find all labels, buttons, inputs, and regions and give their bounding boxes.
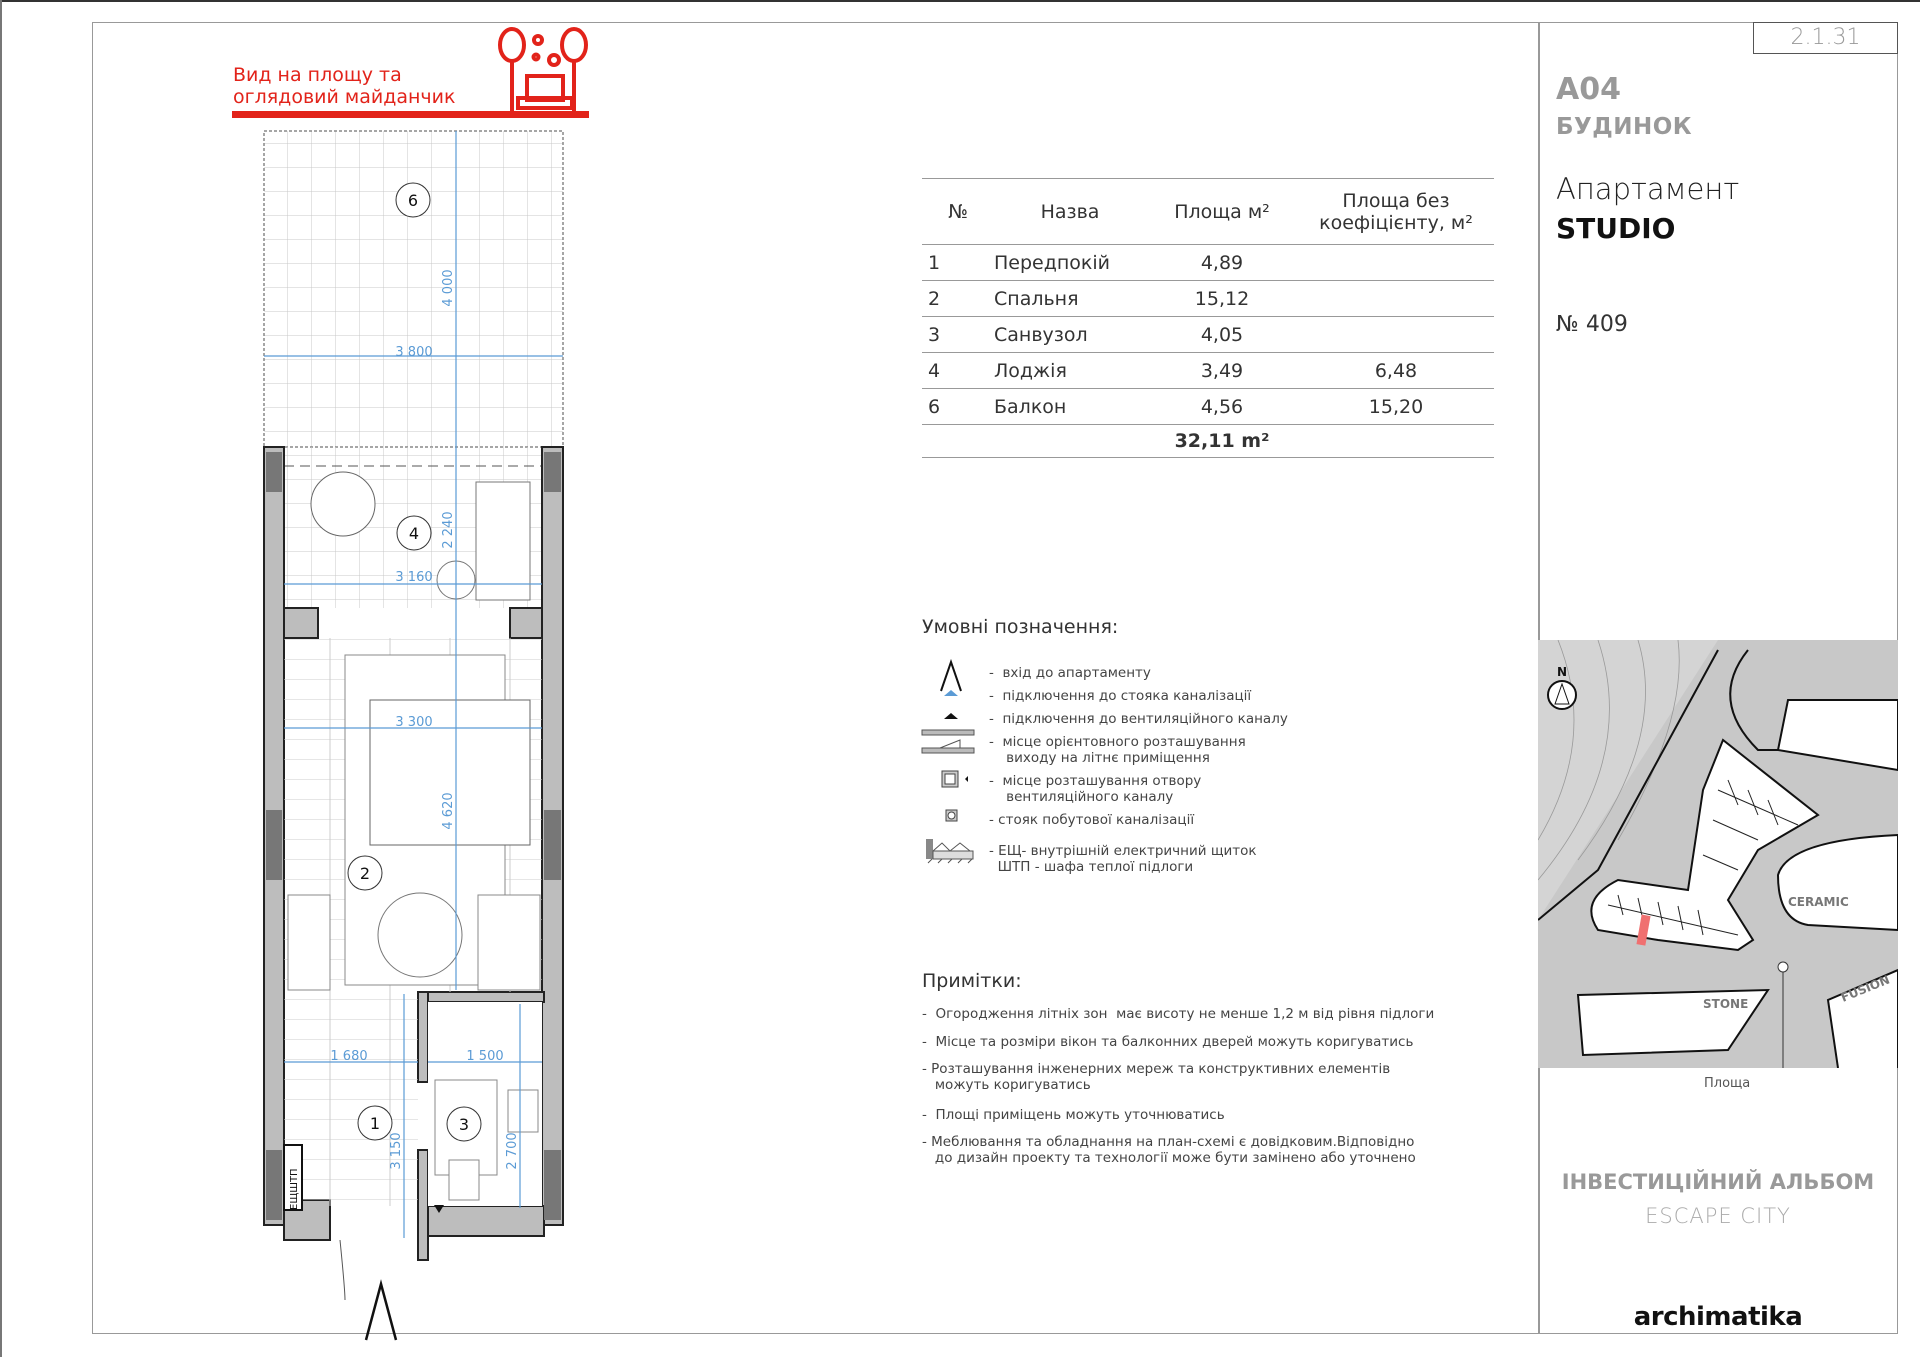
dimension-label: 4 620 xyxy=(441,792,456,830)
view-bar xyxy=(232,111,589,118)
room-area-raw xyxy=(1298,317,1494,353)
dimension-label: 3 800 xyxy=(395,345,433,360)
hallway-floor xyxy=(284,992,418,1206)
summer-exit-icon xyxy=(920,728,982,758)
table-row xyxy=(922,317,1494,353)
legend-item-text: - місце орієнтовного розташування виходу на літнє приміщення xyxy=(989,734,1246,766)
room-name: Лоджія xyxy=(994,353,1146,389)
table-row xyxy=(922,281,1494,317)
album-title: ІНВЕСТИЦІЙНИЙ АЛЬБОМ xyxy=(1561,1170,1875,1194)
table-total-row xyxy=(922,425,1494,458)
room-name: Передпокій xyxy=(994,245,1146,281)
room-area-table xyxy=(922,178,1494,458)
room-area: 4,56 xyxy=(1146,389,1298,425)
sewer-riser-icon xyxy=(920,806,982,836)
room-no: 1 xyxy=(922,245,994,281)
header-name: Назва xyxy=(994,179,1146,245)
archimatika-logo: archimatika xyxy=(1633,1302,1803,1332)
dimension-label: 3 160 xyxy=(395,570,433,585)
room-number: 2 xyxy=(359,864,371,883)
room-name: Балкон xyxy=(994,389,1146,425)
room-number: 3 xyxy=(458,1115,470,1134)
room-area: 3,49 xyxy=(1146,353,1298,389)
map-label-stone: STONE xyxy=(1703,997,1749,1011)
legend-item-text: - підключення до вентиляційного каналу xyxy=(989,711,1288,727)
legend-item-text: - стояк побутової каналізації xyxy=(989,812,1195,828)
total-area: 32,11 m² xyxy=(1146,425,1298,458)
apartment-type: STUDIO xyxy=(1556,212,1676,245)
electric-panel-icon xyxy=(920,837,982,867)
site-map xyxy=(1538,640,1898,1068)
room-number: 4 xyxy=(408,524,420,543)
room-area: 4,89 xyxy=(1146,245,1298,281)
note-item: - Меблювання та обладнання на план-схемі є довідковим.Відповідно до дизайн проекту та технології може бути замінено або уточнено xyxy=(922,1134,1416,1166)
room-name: Санвузол xyxy=(994,317,1146,353)
room-name: Спальня xyxy=(994,281,1146,317)
sheet-number: 2.1.31 xyxy=(1753,22,1898,54)
electric-panel-label: ЕЩШТП xyxy=(289,1168,300,1210)
header-area: Площа м² xyxy=(1146,179,1298,245)
table-row xyxy=(922,245,1494,281)
room-area-raw: 15,20 xyxy=(1298,389,1494,425)
note-item: - Місце та розміри вікон та балконних дверей можуть коригуватись xyxy=(922,1034,1414,1050)
map-callout-label: Площа xyxy=(1704,1076,1751,1091)
building-label: БУДИНОК xyxy=(1556,114,1693,140)
map-north-label: N xyxy=(1557,665,1568,679)
building-code: A04 xyxy=(1556,72,1621,107)
room-area: 15,12 xyxy=(1146,281,1298,317)
apartment-label: Апартамент xyxy=(1556,172,1740,206)
dimension-label: 3 300 xyxy=(395,715,433,730)
room-area-raw xyxy=(1298,281,1494,317)
note-item: - Площі приміщень можуть уточнюватись xyxy=(922,1107,1225,1123)
header-no: № xyxy=(922,179,994,245)
dimension-label: 4 000 xyxy=(441,269,456,307)
park-view-icon xyxy=(500,29,586,112)
table-row xyxy=(922,389,1494,425)
room-area-raw xyxy=(1298,245,1494,281)
room-number: 1 xyxy=(369,1114,381,1133)
legend-item-text: - вхід до апартаменту xyxy=(989,665,1151,681)
dimension-label: 2 700 xyxy=(505,1132,520,1170)
dimension-label: 2 240 xyxy=(441,511,456,549)
header-area-raw: Площа без коефіцієнту, м² xyxy=(1298,179,1494,245)
legend-item-text: - місце розташування отвору вентиляційного каналу xyxy=(989,773,1202,805)
vent-opening-icon xyxy=(920,767,982,797)
legend-item-text: - підключення до стояка каналізації xyxy=(989,688,1252,704)
note-item: - Розташування інженерних мереж та конструктивних елементів можуть коригуватись xyxy=(922,1061,1391,1093)
album-subtitle: ESCAPE CITY xyxy=(1645,1204,1791,1228)
map-label-ceramic: CERAMIC xyxy=(1788,895,1849,909)
dimension-label: 1 680 xyxy=(330,1049,368,1064)
room-no: 4 xyxy=(922,353,994,389)
floor-plan xyxy=(0,0,720,1357)
view-label: Вид на площу та оглядовий майданчик xyxy=(233,64,456,108)
note-item: - Огородження літніх зон має висоту не менше 1,2 м від рівня підлоги xyxy=(922,1006,1435,1022)
room-no: 3 xyxy=(922,317,994,353)
legend-title: Умовні позначення: xyxy=(922,616,1119,638)
room-number: 6 xyxy=(407,191,419,210)
apartment-number: № 409 xyxy=(1556,312,1628,337)
table-row xyxy=(922,353,1494,389)
room-area: 4,05 xyxy=(1146,317,1298,353)
legend-item-text: - ЕЩ- внутрішній електричний щиток ШТП - шафа теплої підлоги xyxy=(989,843,1257,875)
room-no: 2 xyxy=(922,281,994,317)
table-header-row xyxy=(922,179,1494,245)
notes-title: Примітки: xyxy=(922,970,1022,992)
dimension-label: 1 500 xyxy=(466,1049,504,1064)
balcony-area xyxy=(264,131,563,447)
room-area-raw: 6,48 xyxy=(1298,353,1494,389)
dimension-label: 3 150 xyxy=(389,1132,404,1170)
room-no: 6 xyxy=(922,389,994,425)
entrance-arrow-icon xyxy=(366,1284,396,1340)
map-label-fusion: FUSION xyxy=(1838,972,1892,1005)
